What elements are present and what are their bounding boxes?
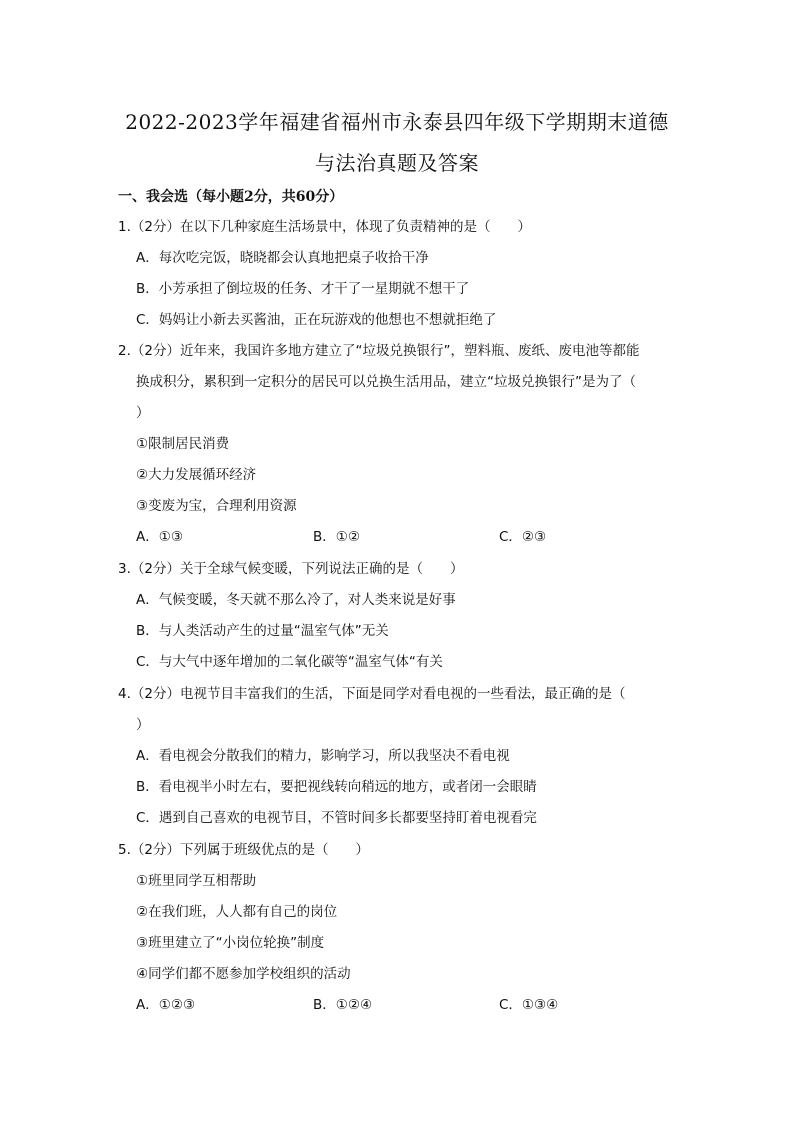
question-4-stem-close: ） bbox=[136, 717, 150, 733]
question-2-option-b: B．①② bbox=[313, 529, 360, 545]
document-title-line2: 与法治真题及答案 bbox=[315, 151, 479, 175]
question-1-option-a: A．每次吃完饭，晓晓都会认真地把桌子收拾干净 bbox=[136, 250, 429, 266]
question-3-stem: 3.（2分）关于全球气候变暖，下列说法正确的是（ ） bbox=[118, 561, 464, 577]
question-1-stem: 1.（2分）在以下几种家庭生活场景中，体现了负责精神的是（ ） bbox=[118, 219, 531, 235]
question-2-statement-3: ③变废为宝，合理利用资源 bbox=[136, 498, 297, 514]
question-2-statement-1: ①限制居民消费 bbox=[136, 436, 230, 452]
question-2-statement-2: ②大力发展循环经济 bbox=[136, 467, 257, 483]
question-5-option-b: B．①②④ bbox=[313, 997, 373, 1013]
question-2-stem: 2.（2分）近年来，我国许多地方建立了“垃圾兑换银行”，塑料瓶、废纸、废电池等都能 bbox=[118, 343, 640, 359]
question-5-statement-1: ①班里同学互相帮助 bbox=[136, 873, 257, 889]
document-title-line1: 2022-2023学年福建省福州市永泰县四年级下学期期末道德 bbox=[125, 110, 669, 134]
question-5-option-a: A．①②③ bbox=[136, 997, 196, 1013]
question-4-option-c: C．遇到自己喜欢的电视节目，不管时间多长都要坚持盯着电视看完 bbox=[136, 810, 537, 826]
question-4-stem: 4.（2分）电视节目丰富我们的生活，下面是同学对看电视的一些看法，最正确的是（ bbox=[118, 686, 626, 702]
question-2-option-a: A．①③ bbox=[136, 529, 183, 545]
section-heading: 一、我会选（每小题2分，共60分） bbox=[118, 189, 344, 205]
question-2-stem-cont: 换成积分，累积到一定积分的居民可以兑换生活用品，建立“垃圾兑换银行”是为了（ bbox=[136, 374, 636, 390]
question-4-option-b: B．看电视半小时左右，要把视线转向稍远的地方，或者闭一会眼睛 bbox=[136, 779, 537, 795]
question-3-option-b: B．与人类活动产生的过量“温室气体”无关 bbox=[136, 623, 389, 639]
question-3-option-a: A．气候变暖，冬天就不那么冷了，对人类来说是好事 bbox=[136, 592, 456, 608]
question-2-option-c: C．②③ bbox=[499, 529, 547, 545]
question-4-option-a: A．看电视会分散我们的精力，影响学习，所以我坚决不看电视 bbox=[136, 748, 510, 764]
question-3-option-c: C．与大气中逐年增加的二氧化碳等“温室气体“有关 bbox=[136, 654, 443, 670]
question-5-statement-3: ③班里建立了“小岗位轮换”制度 bbox=[136, 935, 325, 951]
question-1-option-b: B．小芳承担了倒垃圾的任务、才干了一星期就不想干了 bbox=[136, 281, 470, 297]
question-1-option-c: C．妈妈让小新去买酱油，正在玩游戏的他想也不想就拒绝了 bbox=[136, 312, 497, 328]
question-5-stem: 5.（2分）下列属于班级优点的是（ ） bbox=[118, 842, 369, 858]
question-5-statement-2: ②在我们班，人人都有自己的岗位 bbox=[136, 904, 338, 920]
question-2-stem-close: ） bbox=[136, 405, 150, 421]
question-5-option-c: C．①③④ bbox=[499, 997, 559, 1013]
question-5-statement-4: ④同学们都不愿参加学校组织的活动 bbox=[136, 966, 351, 982]
